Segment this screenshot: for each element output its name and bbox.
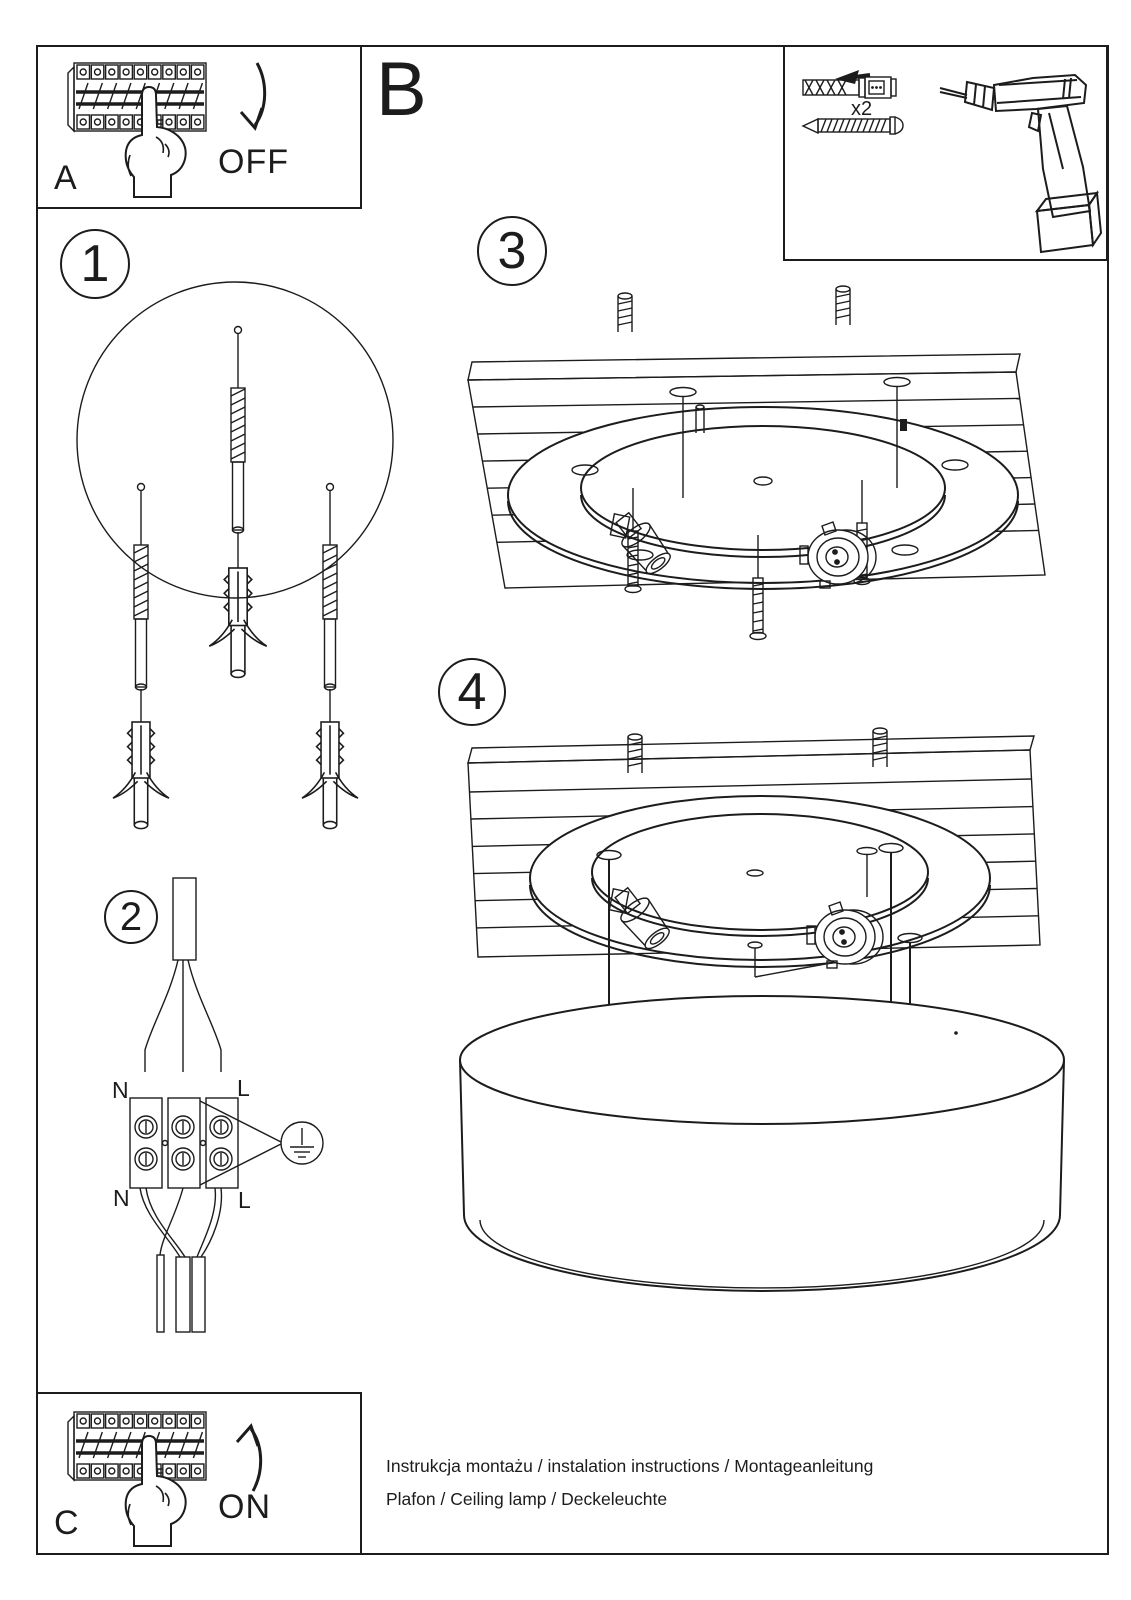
mounting-plate bbox=[508, 405, 1018, 589]
ground-symbol-icon bbox=[281, 1122, 323, 1164]
mounting-plate bbox=[530, 796, 990, 977]
step-4-number: 4 bbox=[457, 663, 487, 721]
step-4-illustration-shade bbox=[440, 715, 1085, 1300]
terminal-l-bottom-label: L bbox=[238, 1187, 251, 1213]
step-3-illustration-plate bbox=[440, 285, 1060, 655]
step-2-number: 2 bbox=[119, 895, 143, 939]
terminal-n-bottom-label: N bbox=[113, 1185, 130, 1211]
step-3-badge bbox=[477, 216, 547, 286]
cable-sleeve bbox=[173, 878, 196, 960]
mounting-screw-icon bbox=[801, 111, 911, 141]
circuit-breaker-hand-icon bbox=[66, 1408, 241, 1555]
quantity-label: x2 bbox=[851, 98, 873, 120]
terminal-l-top-label: L bbox=[237, 1075, 250, 1101]
section-b-letter: B bbox=[376, 47, 427, 132]
on-label: ON bbox=[218, 1488, 271, 1526]
circuit-breaker-hand-icon bbox=[66, 59, 241, 206]
arrow-down-icon bbox=[226, 59, 270, 147]
footer-instructions-line: Instrukcja montażu / instalation instructions / Montageanleitung bbox=[386, 1456, 874, 1476]
footer-product-line: Plafon / Ceiling lamp / Deckeleuchte bbox=[386, 1489, 668, 1509]
lamp-shade bbox=[460, 996, 1064, 1291]
step-3-number: 3 bbox=[497, 222, 527, 280]
drill-icon bbox=[937, 73, 1105, 255]
panel-a-power-off bbox=[36, 45, 362, 209]
step-2-illustration-wiring bbox=[100, 865, 390, 1340]
arrow-up-icon bbox=[224, 1408, 268, 1494]
panel-c-power-on bbox=[36, 1392, 362, 1555]
step-1-illustration-anchors bbox=[60, 270, 410, 850]
panel-c-letter: C bbox=[54, 1504, 79, 1542]
step-1-number: 1 bbox=[80, 235, 110, 293]
tools-panel bbox=[783, 45, 1108, 261]
terminal-n-top-label: N bbox=[112, 1077, 129, 1103]
off-label: OFF bbox=[218, 143, 289, 181]
panel-a-letter: A bbox=[54, 159, 77, 197]
